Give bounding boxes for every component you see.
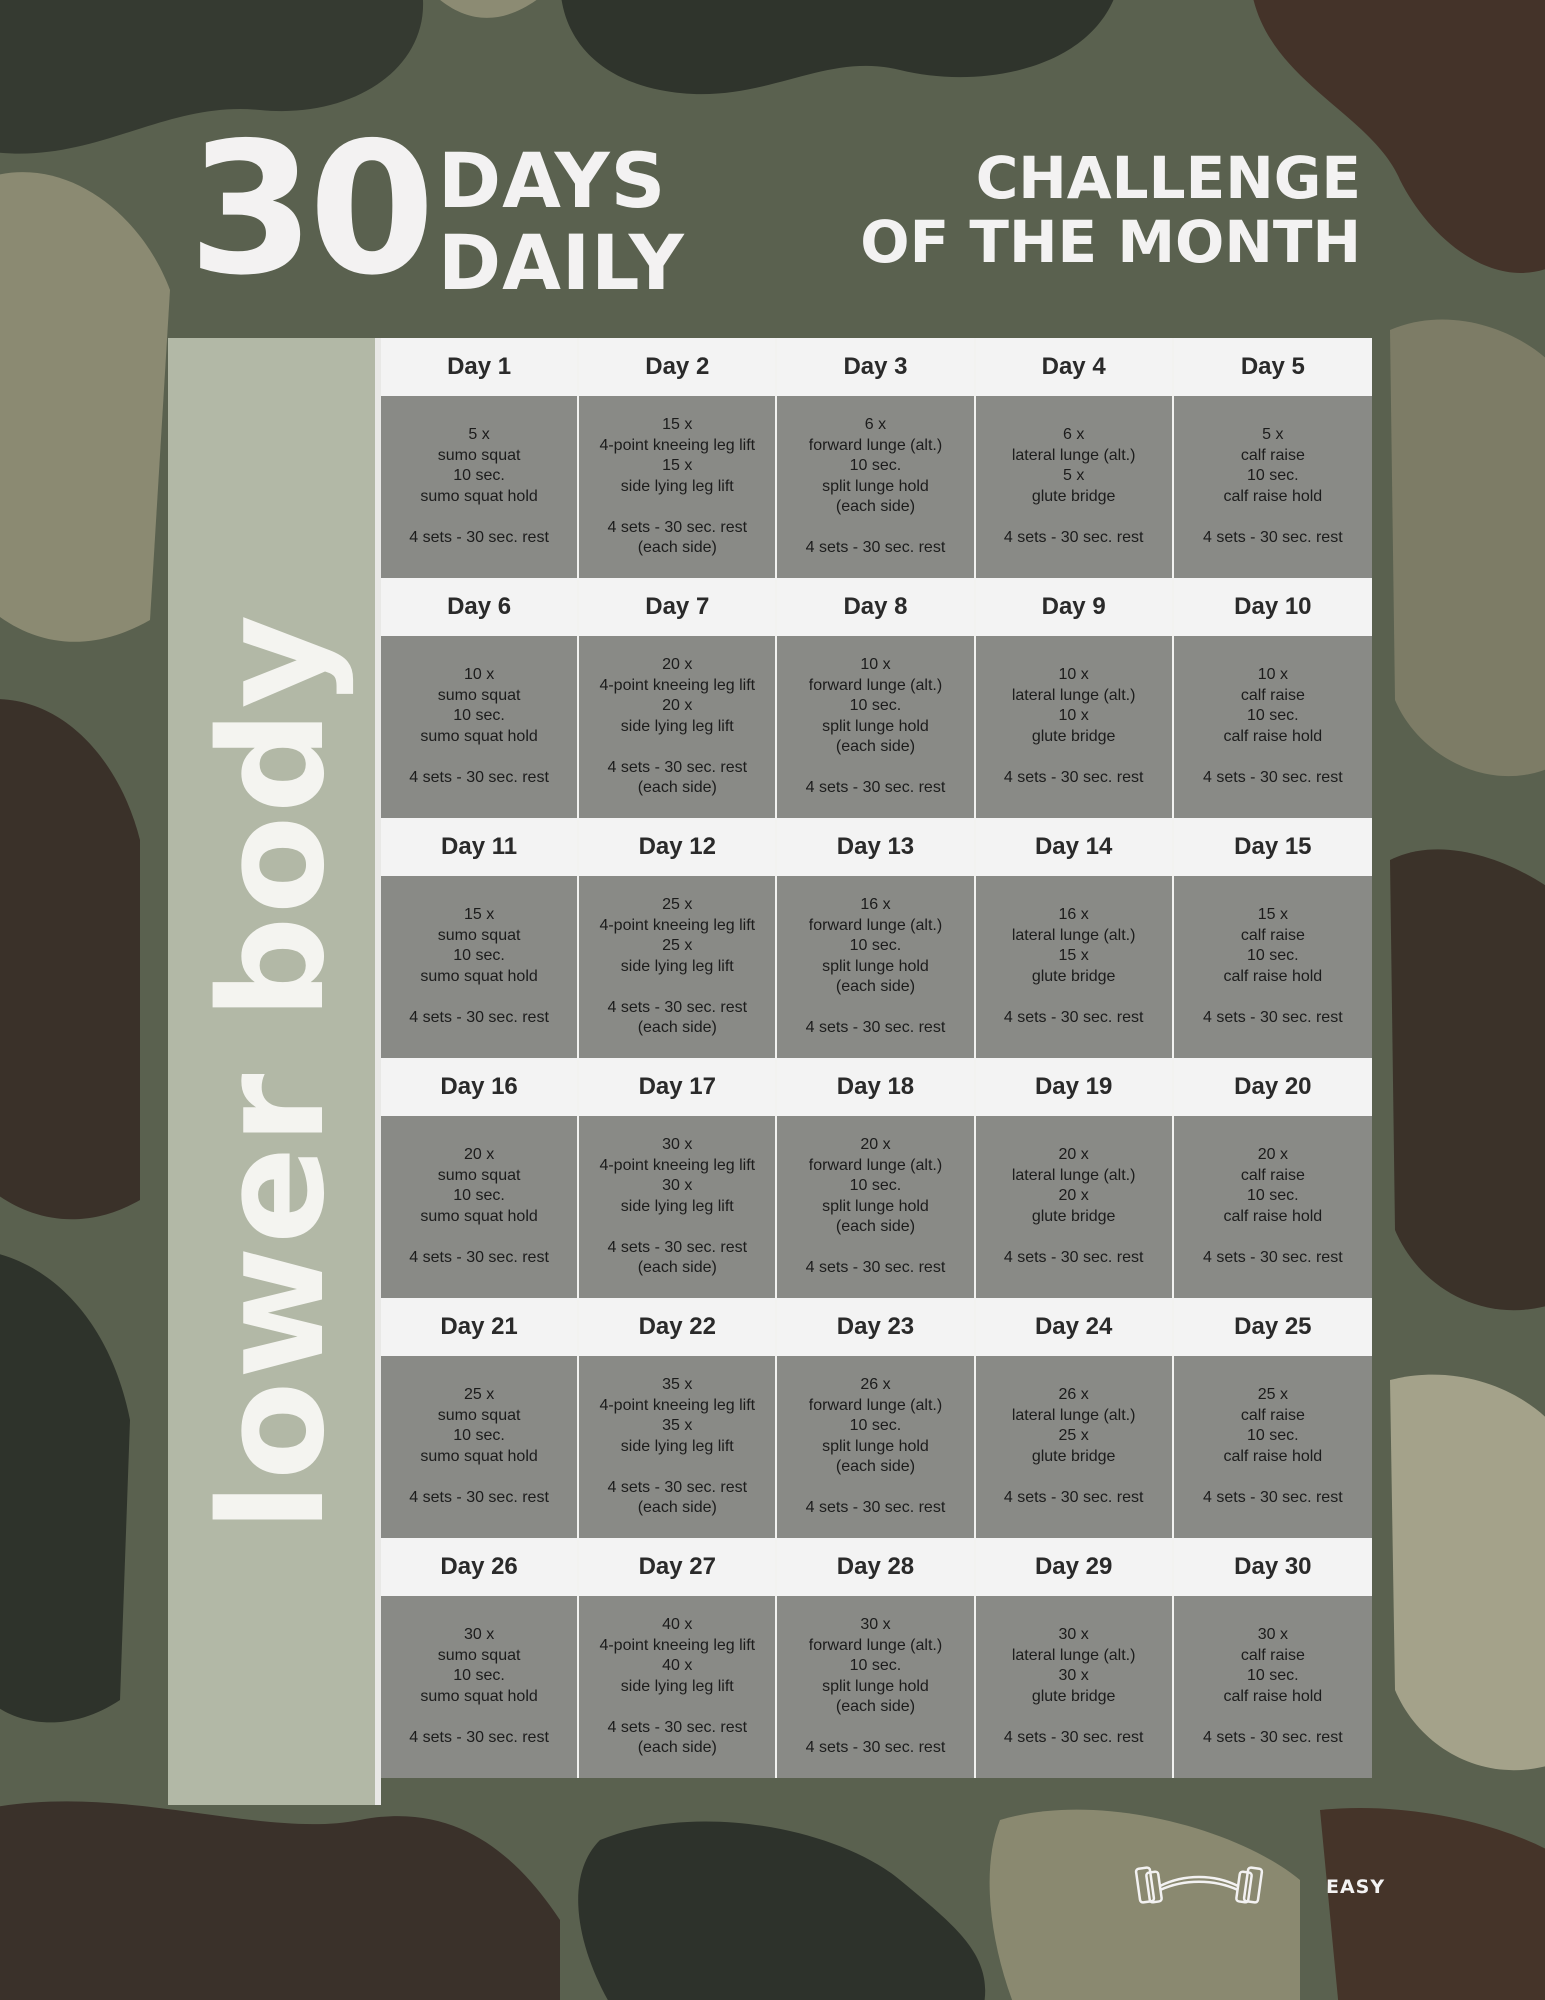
day-title: Day 21	[381, 1298, 579, 1356]
day-workout: 26 x lateral lunge (alt.) 25 x glute bridge 4 sets - 30 sec. rest	[976, 1356, 1174, 1538]
day-title: Day 3	[777, 338, 975, 396]
day-workout-row	[381, 1356, 1372, 1538]
day-header-row	[381, 818, 1372, 876]
day-workout-row	[381, 876, 1372, 1058]
day-title: Day 19	[976, 1058, 1174, 1116]
day-workout: 10 x calf raise 10 sec. calf raise hold 4 sets - 30 sec. rest	[1174, 636, 1372, 818]
day-workout: 30 x calf raise 10 sec. calf raise hold 4 sets - 30 sec. rest	[1174, 1596, 1372, 1778]
day-header-row	[381, 1298, 1372, 1356]
day-workout: 10 x forward lunge (alt.) 10 sec. split lunge hold (each side) 4 sets - 30 sec. rest	[777, 636, 975, 818]
day-workout: 30 x 4-point kneeing leg lift 30 x side lying leg lift 4 sets - 30 sec. rest (each side)	[579, 1116, 777, 1298]
day-title: Day 18	[777, 1058, 975, 1116]
days-line: DAYS	[438, 136, 667, 225]
lower-body-label: lower body	[187, 611, 356, 1532]
day-title: Day 29	[976, 1538, 1174, 1596]
day-workout: 20 x 4-point kneeing leg lift 20 x side lying leg lift 4 sets - 30 sec. rest (each side)	[579, 636, 777, 818]
barbell-icon	[1134, 1862, 1264, 1912]
day-workout: 30 x lateral lunge (alt.) 30 x glute bridge 4 sets - 30 sec. rest	[976, 1596, 1174, 1778]
day-title: Day 15	[1174, 818, 1372, 876]
day-title: Day 17	[579, 1058, 777, 1116]
challenge-line: CHALLENGE	[975, 144, 1361, 212]
day-workout-row	[381, 1116, 1372, 1298]
day-workout: 5 x calf raise 10 sec. calf raise hold 4 sets - 30 sec. rest	[1174, 396, 1372, 578]
day-title: Day 5	[1174, 338, 1372, 396]
day-workout: 20 x sumo squat 10 sec. sumo squat hold 4 sets - 30 sec. rest	[381, 1116, 579, 1298]
day-workout: 16 x forward lunge (alt.) 10 sec. split lunge hold (each side) 4 sets - 30 sec. rest	[777, 876, 975, 1058]
day-workout: 25 x calf raise 10 sec. calf raise hold 4 sets - 30 sec. rest	[1174, 1356, 1372, 1538]
day-workout: 20 x calf raise 10 sec. calf raise hold 4 sets - 30 sec. rest	[1174, 1116, 1372, 1298]
day-workout: 6 x lateral lunge (alt.) 5 x glute bridge 4 sets - 30 sec. rest	[976, 396, 1174, 578]
day-workout: 20 x forward lunge (alt.) 10 sec. split lunge hold (each side) 4 sets - 30 sec. rest	[777, 1116, 975, 1298]
day-title: Day 12	[579, 818, 777, 876]
day-title: Day 20	[1174, 1058, 1372, 1116]
day-title: Day 22	[579, 1298, 777, 1356]
day-workout: 16 x lateral lunge (alt.) 15 x glute bridge 4 sets - 30 sec. rest	[976, 876, 1174, 1058]
daily-line: DAILY	[438, 218, 685, 307]
side-label-bar	[168, 338, 375, 1805]
day-workout: 30 x forward lunge (alt.) 10 sec. split lunge hold (each side) 4 sets - 30 sec. rest	[777, 1596, 975, 1778]
day-title: Day 28	[777, 1538, 975, 1596]
day-title: Day 10	[1174, 578, 1372, 636]
thirty-number: 30	[188, 103, 430, 315]
difficulty-label: EASY	[1326, 1876, 1386, 1898]
day-workout-row	[381, 636, 1372, 818]
day-title: Day 14	[976, 818, 1174, 876]
day-workout: 26 x forward lunge (alt.) 10 sec. split lunge hold (each side) 4 sets - 30 sec. rest	[777, 1356, 975, 1538]
day-title: Day 30	[1174, 1538, 1372, 1596]
day-title: Day 26	[381, 1538, 579, 1596]
workout-calendar-grid	[381, 338, 1372, 1778]
day-workout: 30 x sumo squat 10 sec. sumo squat hold 4 sets - 30 sec. rest	[381, 1596, 579, 1778]
day-header-row	[381, 1538, 1372, 1596]
day-title: Day 13	[777, 818, 975, 876]
day-title: Day 16	[381, 1058, 579, 1116]
day-workout: 20 x lateral lunge (alt.) 20 x glute bridge 4 sets - 30 sec. rest	[976, 1116, 1174, 1298]
day-workout: 35 x 4-point kneeing leg lift 35 x side lying leg lift 4 sets - 30 sec. rest (each side)	[579, 1356, 777, 1538]
day-title: Day 8	[777, 578, 975, 636]
of-the-month-line: OF THE MONTH	[860, 208, 1361, 276]
day-title: Day 23	[777, 1298, 975, 1356]
day-workout-row	[381, 396, 1372, 578]
day-title: Day 25	[1174, 1298, 1372, 1356]
day-title: Day 11	[381, 818, 579, 876]
day-workout: 25 x 4-point kneeing leg lift 25 x side lying leg lift 4 sets - 30 sec. rest (each side)	[579, 876, 777, 1058]
day-workout: 10 x lateral lunge (alt.) 10 x glute bridge 4 sets - 30 sec. rest	[976, 636, 1174, 818]
day-title: Day 1	[381, 338, 579, 396]
day-header-row	[381, 578, 1372, 636]
day-title: Day 24	[976, 1298, 1174, 1356]
day-workout-row	[381, 1596, 1372, 1778]
day-workout: 15 x sumo squat 10 sec. sumo squat hold 4 sets - 30 sec. rest	[381, 876, 579, 1058]
day-title: Day 7	[579, 578, 777, 636]
day-workout: 25 x sumo squat 10 sec. sumo squat hold 4 sets - 30 sec. rest	[381, 1356, 579, 1538]
day-title: Day 27	[579, 1538, 777, 1596]
day-workout: 6 x forward lunge (alt.) 10 sec. split lunge hold (each side) 4 sets - 30 sec. rest	[777, 396, 975, 578]
day-title: Day 6	[381, 578, 579, 636]
day-header-row	[381, 338, 1372, 396]
day-title: Day 9	[976, 578, 1174, 636]
day-title: Day 4	[976, 338, 1174, 396]
day-header-row	[381, 1058, 1372, 1116]
day-title: Day 2	[579, 338, 777, 396]
day-workout: 40 x 4-point kneeing leg lift 40 x side lying leg lift 4 sets - 30 sec. rest (each side)	[579, 1596, 777, 1778]
day-workout: 10 x sumo squat 10 sec. sumo squat hold 4 sets - 30 sec. rest	[381, 636, 579, 818]
days-daily-heading	[438, 136, 685, 307]
challenge-heading	[860, 146, 1361, 274]
day-workout: 15 x 4-point kneeing leg lift 15 x side lying leg lift 4 sets - 30 sec. rest (each side)	[579, 396, 777, 578]
day-workout: 15 x calf raise 10 sec. calf raise hold 4 sets - 30 sec. rest	[1174, 876, 1372, 1058]
day-workout: 5 x sumo squat 10 sec. sumo squat hold 4 sets - 30 sec. rest	[381, 396, 579, 578]
